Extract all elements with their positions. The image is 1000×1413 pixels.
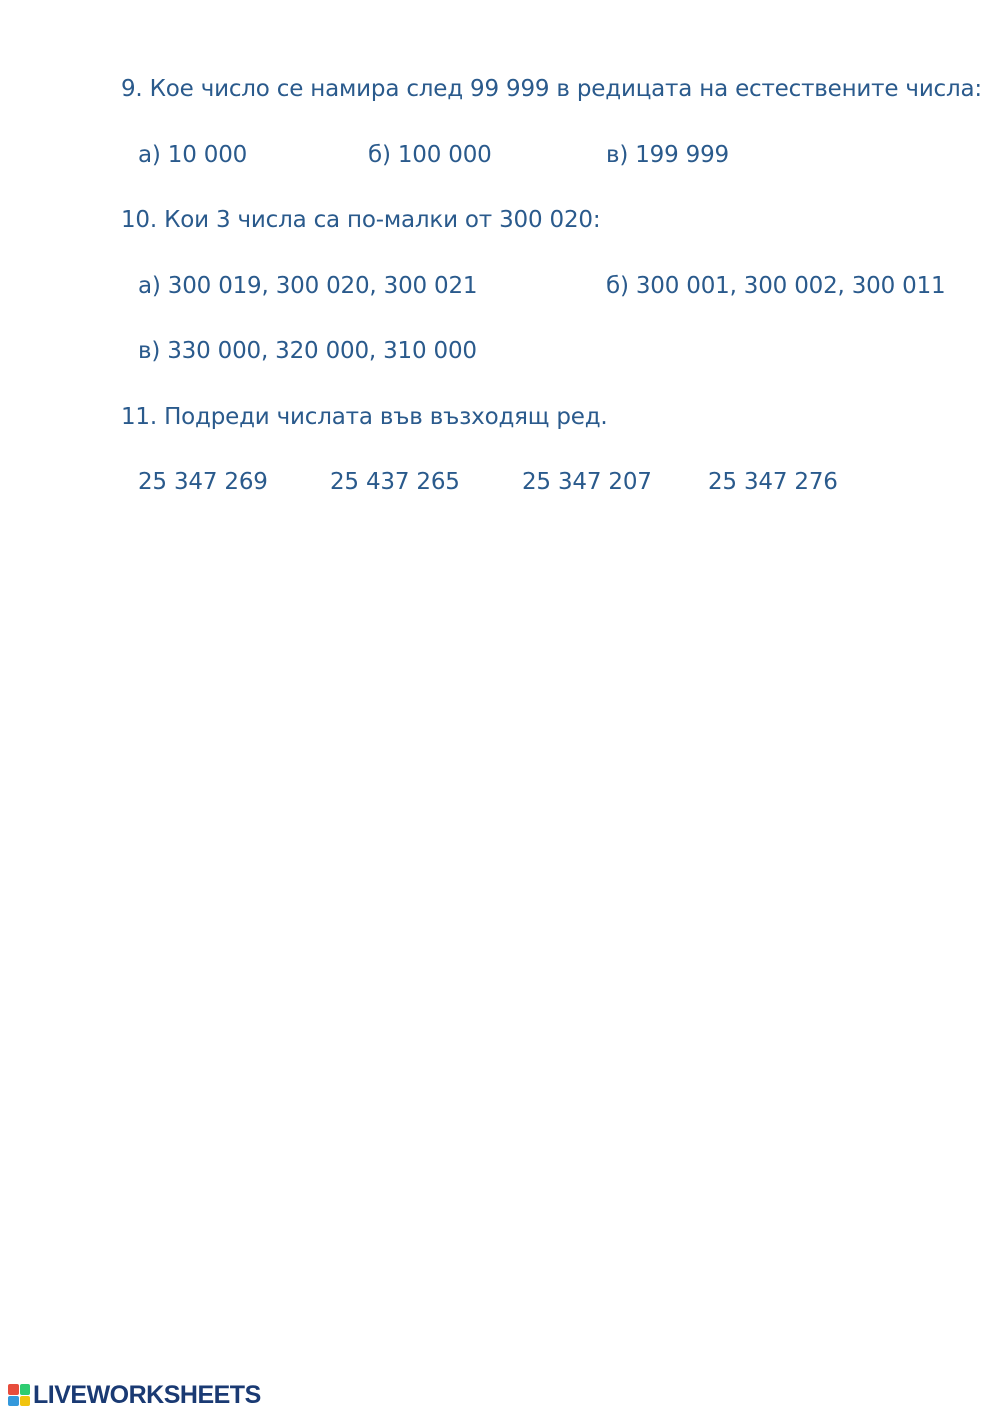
q11-number-1: 25 347 269	[138, 469, 268, 495]
q11-number-3: 25 347 207	[522, 469, 652, 495]
logo-block-3	[8, 1396, 19, 1407]
brand-name: LIVEWORKSHEETS	[33, 1380, 261, 1409]
q10-option-c: в) 330 000, 320 000, 310 000	[138, 338, 477, 364]
q9-option-a: а) 10 000	[138, 142, 248, 168]
q10-option-b: б) 300 001, 300 002, 300 011	[606, 273, 946, 299]
q11-number-2: 25 437 265	[330, 469, 460, 495]
q11-number-4: 25 347 276	[708, 469, 838, 495]
logo-block-4	[20, 1396, 31, 1407]
question-9: 9. Кое число се намира след 99 999 в редицата на естествените числа:	[121, 76, 982, 102]
q10-option-a: а) 300 019, 300 020, 300 021	[138, 273, 478, 299]
q9-option-b: б) 100 000	[368, 142, 492, 168]
liveworksheets-logo-icon	[8, 1384, 30, 1406]
question-11: 11. Подреди числата във възходящ ред.	[121, 404, 608, 430]
question-10: 10. Кои 3 числа са по-малки от 300 020:	[121, 207, 601, 233]
q9-option-c: в) 199 999	[606, 142, 729, 168]
liveworksheets-footer	[8, 1382, 261, 1408]
logo-block-1	[8, 1384, 19, 1395]
logo-block-2	[20, 1384, 31, 1395]
